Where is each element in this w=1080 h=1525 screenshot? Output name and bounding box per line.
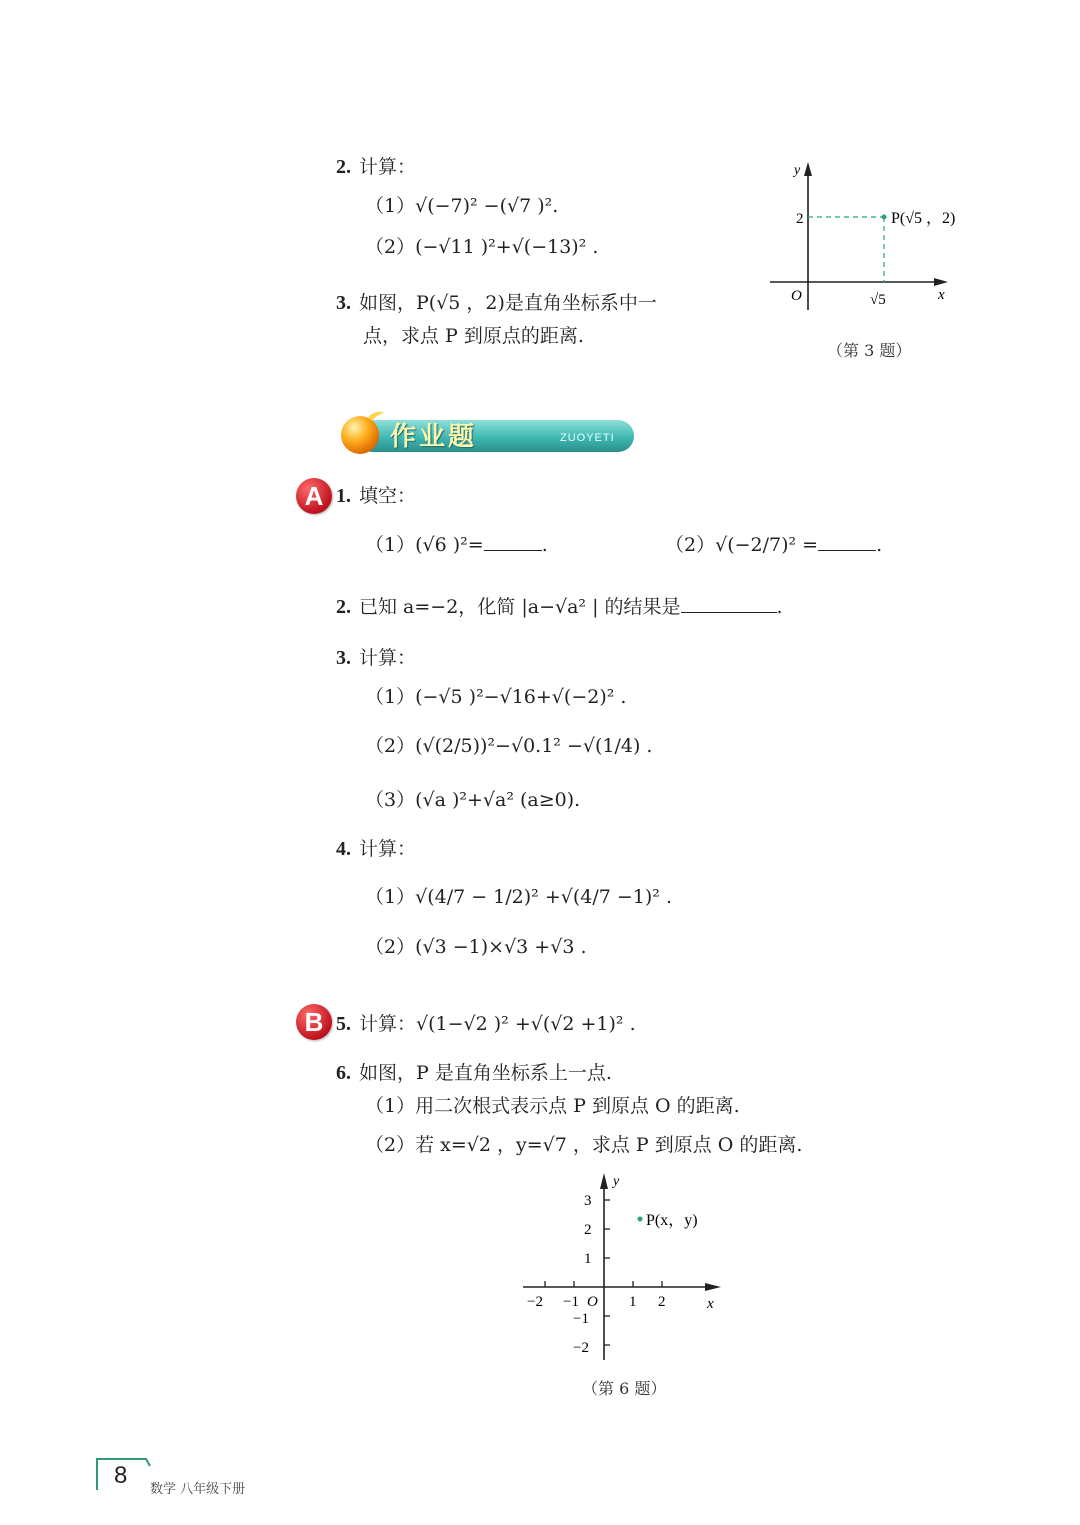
level-b-badge: B — [296, 1004, 332, 1040]
tick-sqrt5: √5 — [870, 292, 886, 308]
homework-number: 3. — [336, 647, 351, 669]
point-p — [882, 215, 887, 220]
figure-3-caption: （第 3 题） — [827, 341, 912, 360]
y-label: y — [794, 163, 801, 178]
banner-pinyin: ZUOYETI — [560, 432, 615, 444]
x-tick-neg1: −1 — [563, 1294, 579, 1310]
x-axis-arrow — [705, 1283, 721, 1291]
figure-3-coordinate-plane — [760, 150, 1000, 330]
homework-3-item-2: （2）(√(2/5))²−√0.1² −√(1/4) . — [365, 735, 653, 757]
x-axis-arrow — [934, 278, 948, 286]
homework-4-item-1: （1）√(4/7 − 1/2)² +√(4/7 −1)² . — [365, 886, 673, 908]
homework-4-title: 计算： — [359, 838, 417, 860]
page-number: 8 — [114, 1462, 128, 1489]
point-p — [638, 1217, 643, 1222]
answer-blank — [484, 532, 542, 551]
homework-1-item-2-text: （2）√(−2/7)² = — [665, 534, 819, 556]
homework-1-item-1: （1）(√6 )²= . — [365, 534, 548, 556]
x-label: x — [938, 287, 945, 303]
y-tick-3: 3 — [584, 1193, 592, 1209]
homework-3 — [336, 645, 416, 671]
homework-1-item-2: （2）√(−2/7)² = . — [665, 534, 883, 556]
homework-4 — [336, 836, 416, 862]
homework-3-item-1: （1）(−√5 )²−√16+√(−2)² . — [365, 686, 627, 708]
answer-blank — [681, 594, 777, 613]
homework-3-title: 计算： — [359, 647, 417, 669]
book-title: 数学 八年级下册 — [150, 1482, 246, 1497]
y-tick-neg2: −2 — [573, 1340, 589, 1356]
y-axis-arrow — [804, 162, 812, 176]
exercise-number: 3. — [336, 292, 351, 314]
origin-label: O — [791, 288, 802, 304]
point-p-label: P(√5 ，2) — [891, 210, 956, 227]
homework-6-item-1: （1）用二次根式表示点 P 到原点 O 的距离. — [365, 1095, 740, 1117]
y-axis-arrow — [600, 1173, 608, 1189]
homework-number: 6. — [336, 1062, 351, 1084]
homework-6-title: 如图，P 是直角坐标系上一点. — [359, 1062, 612, 1084]
y-label: y — [613, 1174, 620, 1189]
origin-label: O — [587, 1294, 598, 1310]
homework-number: 2. — [336, 596, 351, 618]
x-label: x — [707, 1296, 714, 1312]
homework-5 — [336, 1011, 636, 1037]
exercise-3-line-2: 点，求点 P 到原点的距离. — [363, 325, 584, 347]
answer-blank — [818, 532, 876, 551]
homework-number: 4. — [336, 838, 351, 860]
y-tick-neg1: −1 — [573, 1311, 589, 1327]
banner-title: 作业题 — [390, 422, 478, 452]
figure-6-coordinate-plane — [515, 1165, 735, 1365]
exercise-2 — [336, 154, 416, 180]
figure-6-caption: （第 6 题） — [582, 1379, 667, 1398]
y-tick-2: 2 — [584, 1222, 592, 1238]
exercise-2-title: 计算： — [359, 156, 417, 178]
homework-6-item-2: （2）若 x=√2 ，y=√7 ，求点 P 到原点 O 的距离. — [365, 1134, 803, 1156]
tick-2: 2 — [796, 211, 804, 227]
exercise-2-item-1: （1）√(−7)² −(√7 )². — [365, 195, 559, 217]
homework-4-item-2: （2）(√3 −1)×√3 +√3 . — [365, 936, 587, 958]
exercise-3 — [336, 290, 657, 316]
homework-1 — [336, 483, 416, 509]
homework-2: 2. 已知 a=−2，化简 |a−√a² | 的结果是 . — [336, 596, 783, 618]
x-tick-1: 1 — [629, 1294, 637, 1310]
exercise-2-item-2: （2）(−√11 )²+√(−13)² . — [365, 236, 599, 258]
homework-number: 5. — [336, 1013, 351, 1035]
homework-3-item-3: （3）(√a )²+√a² (a≥0). — [365, 789, 581, 811]
x-tick-neg2: −2 — [527, 1294, 543, 1310]
exercise-3-line-1: 如图，P(√5 ，2)是直角坐标系中一 — [359, 292, 657, 314]
homework-5-text: 计算：√(1−√2 )² +√(√2 +1)² . — [359, 1013, 636, 1035]
homework-2-text: 已知 a=−2，化简 |a−√a² | 的结果是 — [359, 596, 681, 618]
level-a-badge: A — [296, 478, 332, 514]
point-p-label: P(x，y) — [646, 1212, 698, 1229]
y-tick-1: 1 — [584, 1251, 592, 1267]
homework-number: 1. — [336, 485, 351, 507]
homework-1-item-1-text: （1）(√6 )²= — [365, 534, 484, 556]
homework-1-title: 填空： — [359, 485, 417, 507]
x-tick-2: 2 — [658, 1294, 666, 1310]
banner-orb-icon — [341, 416, 379, 454]
y-tick-marks — [604, 1200, 610, 1345]
exercise-number: 2. — [336, 156, 351, 178]
homework-6 — [336, 1060, 612, 1086]
